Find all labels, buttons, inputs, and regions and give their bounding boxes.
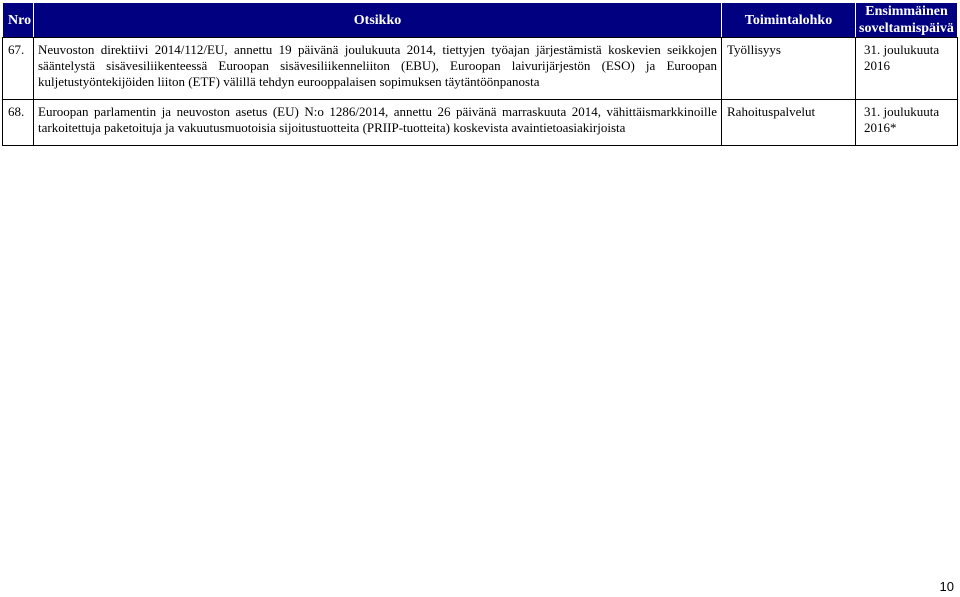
page-number: 10: [939, 579, 954, 594]
header-field: Toimintalohko: [722, 3, 856, 38]
row-first-application-date: 31. joulukuuta 2016*: [856, 100, 958, 146]
row-number: 67.: [3, 38, 34, 100]
document-table: [2, 2, 958, 146]
row-number: 68.: [3, 100, 34, 146]
row-title: Euroopan parlamentin ja neuvoston asetus (EU) N:o 1286/2014, annettu 26 päivänä marraskuuta 2014, vähittäismarkkinoille tarkoitettuja paketoituja ja vakuutusmuotoisia sijoitustuotteita (PRIIP-tuotteita) koskevista avaintietoasiakirjoista: [34, 100, 722, 146]
row-title: Neuvoston direktiivi 2014/112/EU, annettu 19 päivänä joulukuuta 2014, tiettyjen työajan järjestämistä koskevien seikkojen sääntelystä sisävesiliikenteessä Euroopan sisävesiliikenneliiton (EBU), Euroopan laivurijärjestön (ESO) ja Euroopan kuljetustyöntekijöiden liiton (ETF) välillä tehdyn eurooppalaisen sopimuksen täytäntöönpanosta: [34, 38, 722, 100]
table-row: [3, 38, 958, 100]
row-policy-area: Rahoituspalvelut: [722, 100, 856, 146]
header-row: [3, 3, 958, 38]
table-row: [3, 100, 958, 146]
header-title: Otsikko: [34, 3, 722, 38]
table-header: [3, 3, 958, 38]
header-date: Ensimmäinen soveltamispäivä: [856, 3, 958, 38]
row-first-application-date: 31. joulukuuta 2016: [856, 38, 958, 100]
table-body: [3, 38, 958, 146]
row-policy-area: Työllisyys: [722, 38, 856, 100]
header-nro: Nro: [3, 3, 34, 38]
